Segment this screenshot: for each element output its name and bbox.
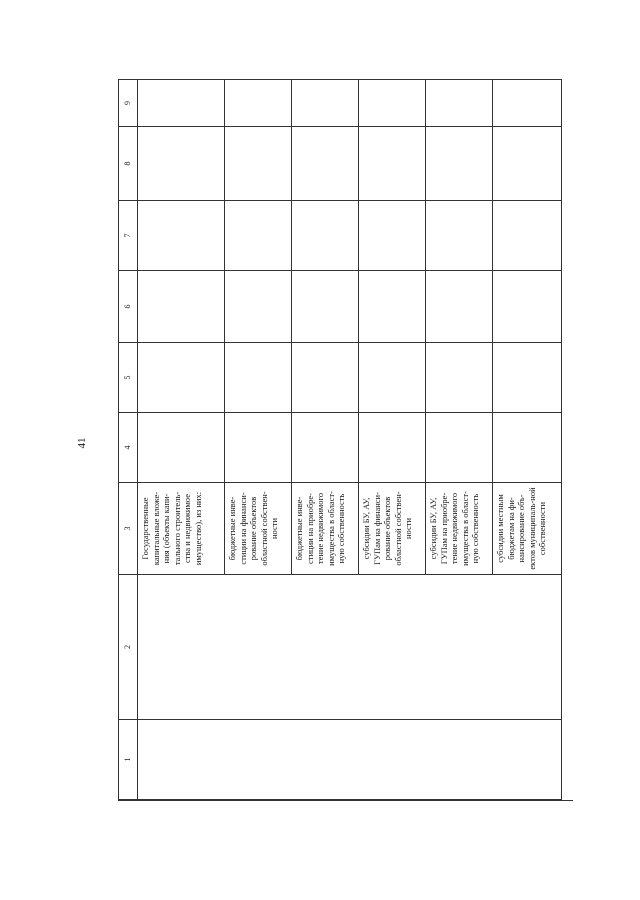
column-number: 5 (119, 343, 138, 413)
value-cell (292, 413, 359, 483)
table-row (138, 80, 225, 800)
column-number: 1 (119, 720, 138, 800)
value-cell (225, 80, 292, 127)
column-number: 3 (119, 483, 138, 575)
row-name-cell (138, 575, 562, 720)
value-cell (138, 201, 225, 271)
row-description: бюджетные инве-стиции на приобре-тение недвижимого имущества в област-ную собственность (292, 483, 359, 575)
value-cell (359, 413, 426, 483)
value-cell (225, 127, 292, 201)
value-cell (225, 201, 292, 271)
value-cell (138, 343, 225, 413)
column-number: 4 (119, 413, 138, 483)
value-cell (138, 80, 225, 127)
value-cell (426, 413, 493, 483)
column-number: 8 (119, 127, 138, 201)
value-cell (292, 343, 359, 413)
value-cell (359, 343, 426, 413)
column-number: 2 (119, 575, 138, 720)
value-cell (426, 343, 493, 413)
value-cell (359, 127, 426, 201)
value-cell (292, 271, 359, 343)
column-number: 6 (119, 271, 138, 343)
value-cell (426, 80, 493, 127)
row-description: субсидии БУ, АУ, ГУПам на приобре-тение недвижимого имущества в област-ную собственность (426, 483, 493, 575)
row-description: субсидии местным бюджетам на фи-нансирование объ-ектов муниципаль-ной собственности (493, 483, 562, 575)
value-cell (138, 127, 225, 201)
value-cell (493, 80, 562, 127)
value-cell (225, 271, 292, 343)
page-number: 41 (76, 437, 88, 449)
budget-table (118, 79, 562, 800)
value-cell (359, 80, 426, 127)
value-cell (359, 271, 426, 343)
value-cell (493, 343, 562, 413)
value-cell (292, 201, 359, 271)
value-cell (426, 127, 493, 201)
rotated-table-wrapper (118, 80, 573, 800)
value-cell (493, 201, 562, 271)
value-cell (426, 201, 493, 271)
value-cell (225, 343, 292, 413)
row-description: бюджетные инве-стиции на финанси-рование объектов областной собствен-ности (225, 483, 292, 575)
value-cell (225, 413, 292, 483)
value-cell (493, 271, 562, 343)
table-bottom-rule (118, 800, 573, 801)
row-description: Государственные капитальные вложе-ния (объекты капи-тального строитель-ства и недвижимое имущество), из них: (138, 483, 225, 575)
value-cell (138, 271, 225, 343)
value-cell (138, 413, 225, 483)
value-cell (493, 127, 562, 201)
row-number-cell (138, 720, 562, 800)
column-number: 7 (119, 201, 138, 271)
value-cell (493, 413, 562, 483)
column-number-row (119, 80, 138, 800)
value-cell (359, 201, 426, 271)
value-cell (426, 271, 493, 343)
row-description: субсидии БУ, АУ, ГУПам на финанси-рование объектов областной собствен-ности (359, 483, 426, 575)
value-cell (292, 127, 359, 201)
value-cell (292, 80, 359, 127)
column-number: 9 (119, 80, 138, 127)
